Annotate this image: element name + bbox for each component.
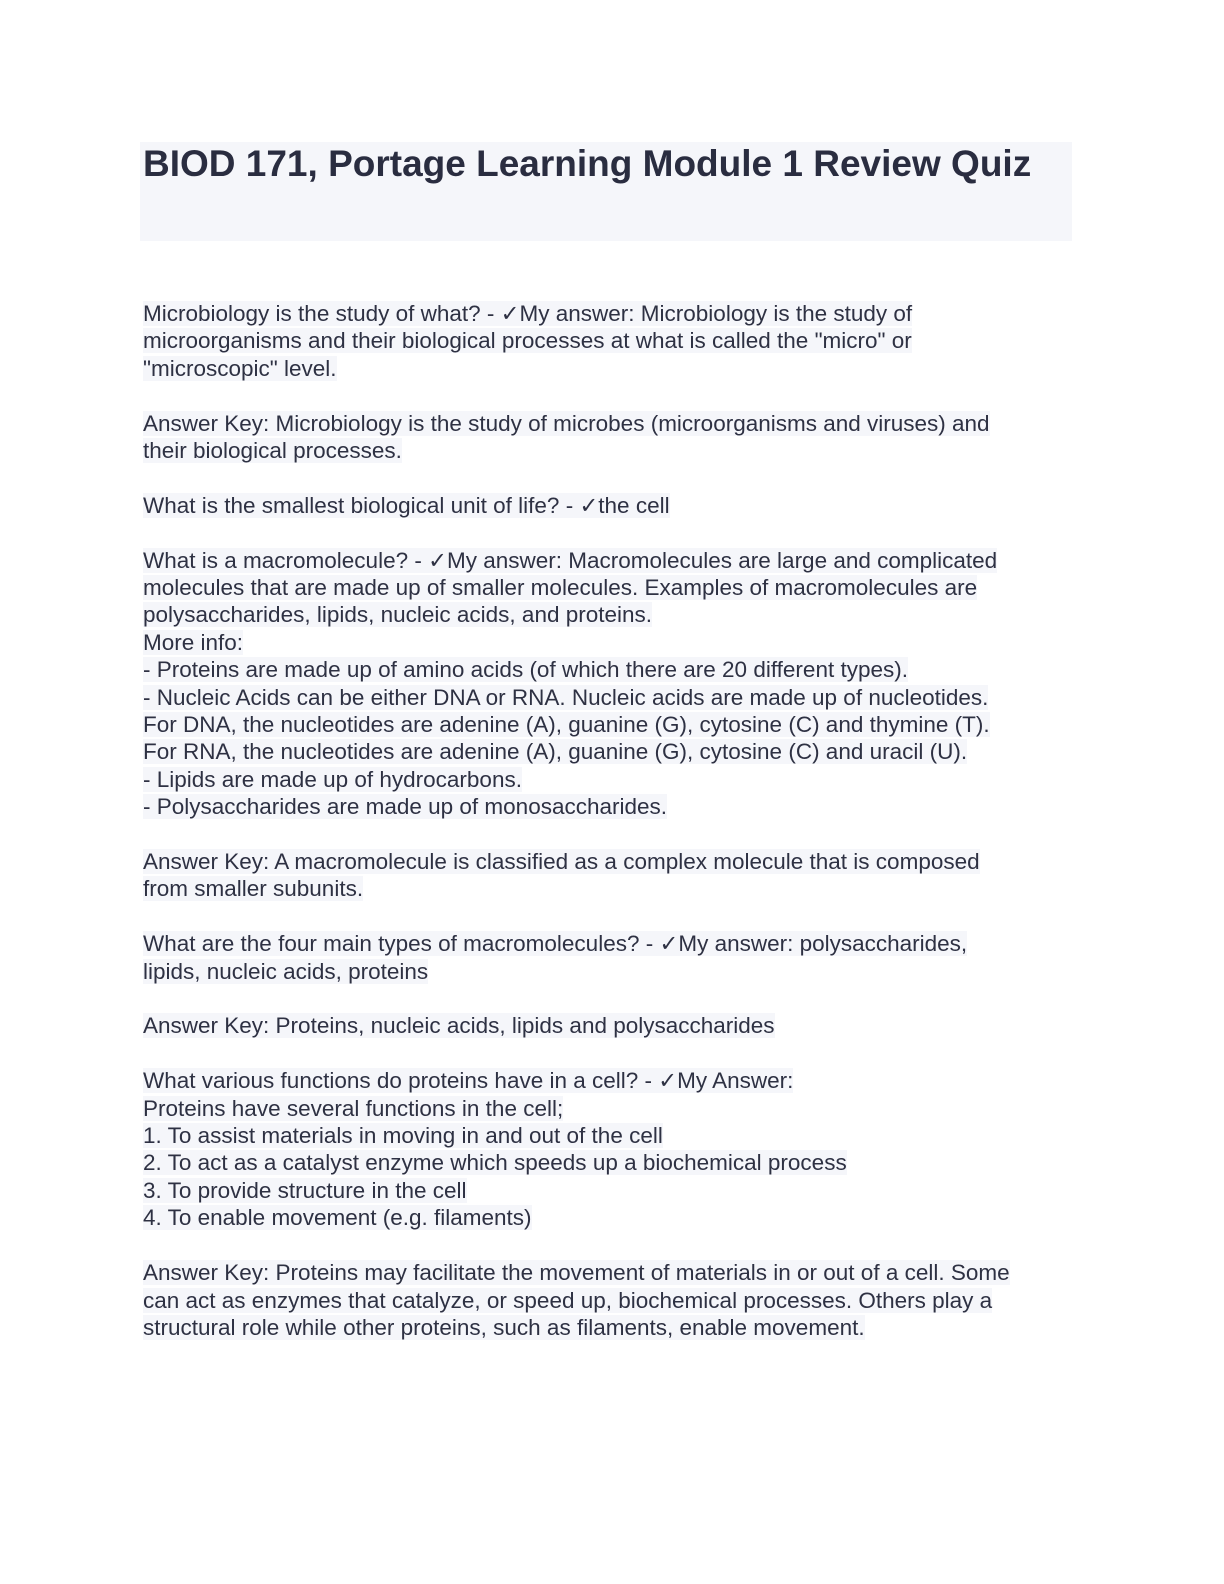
line-text: What various functions do proteins have in a cell? - ✓My Answer: (143, 1068, 794, 1094)
text-line (143, 711, 1103, 738)
text-line (143, 1095, 1103, 1122)
qa-block (143, 492, 1103, 519)
text-line (143, 629, 1103, 656)
text-line (143, 766, 1103, 793)
text-line (143, 437, 1103, 464)
text-line (143, 1314, 1103, 1341)
text-line (143, 410, 1103, 437)
text-line (143, 601, 1103, 628)
qa-block (143, 848, 1103, 903)
text-line (143, 738, 1103, 765)
line-text: molecules that are made up of smaller molecules. Examples of macromolecules are (143, 575, 978, 601)
line-text: can act as enzymes that catalyze, or speed up, biochemical processes. Others play a (143, 1287, 993, 1313)
text-line (143, 1122, 1103, 1149)
line-text: their biological processes. (143, 438, 402, 464)
text-line (143, 327, 1103, 354)
text-line (143, 875, 1103, 902)
line-text: - Lipids are made up of hydrocarbons. (143, 766, 522, 792)
line-text: 2. To act as a catalyst enzyme which speeds up a biochemical process (143, 1150, 847, 1176)
qa-block (143, 930, 1103, 985)
text-line (143, 492, 1103, 519)
qa-block (143, 1012, 1103, 1039)
text-line (143, 1204, 1103, 1231)
line-text: Answer Key: Proteins may facilitate the movement of materials in or out of a cell. Some (143, 1260, 1010, 1286)
qa-block (143, 1067, 1103, 1231)
line-text: - Proteins are made up of amino acids (of which there are 20 different types). (143, 657, 908, 683)
line-text: Answer Key: Proteins, nucleic acids, lipids and polysaccharides (143, 1013, 775, 1039)
line-text: microorganisms and their biological processes at what is called the "micro" or (143, 328, 912, 354)
title-banner (140, 142, 1072, 241)
text-line (143, 1067, 1103, 1094)
line-text: What is a macromolecule? - ✓My answer: Macromolecules are large and complicated (143, 547, 998, 573)
line-text: What is the smallest biological unit of life? - ✓the cell (143, 492, 670, 518)
line-text: polysaccharides, lipids, nucleic acids, and proteins. (143, 602, 653, 628)
line-text: "microscopic" level. (143, 355, 337, 381)
text-line (143, 300, 1103, 327)
text-line (143, 574, 1103, 601)
text-line (143, 848, 1103, 875)
text-line (143, 656, 1103, 683)
text-line (143, 958, 1103, 985)
line-text: 4. To enable movement (e.g. filaments) (143, 1205, 532, 1231)
document-title: BIOD 171, Portage Learning Module 1 Review Quiz (143, 143, 1032, 184)
line-text: For RNA, the nucleotides are adenine (A), guanine (G), cytosine (C) and uracil (U). (143, 739, 968, 765)
line-text: - Nucleic Acids can be either DNA or RNA. Nucleic acids are made up of nucleotides. (143, 684, 989, 710)
line-text: Proteins have several functions in the cell; (143, 1095, 564, 1121)
line-text: Microbiology is the study of what? - ✓My answer: Microbiology is the study of (143, 301, 913, 326)
line-text: 3. To provide structure in the cell (143, 1177, 467, 1203)
text-line (143, 793, 1103, 820)
text-line (143, 684, 1103, 711)
line-text: For DNA, the nucleotides are adenine (A), guanine (G), cytosine (C) and thymine (T). (143, 712, 990, 738)
line-text: 1. To assist materials in moving in and out of the cell (143, 1123, 663, 1149)
text-line (143, 1287, 1103, 1314)
quiz-content (143, 300, 1103, 1341)
line-text: More info: (143, 629, 244, 655)
line-text: - Polysaccharides are made up of monosaccharides. (143, 794, 668, 820)
line-text: Answer Key: Microbiology is the study of microbes (microorganisms and viruses) and (143, 410, 990, 436)
line-text: lipids, nucleic acids, proteins (143, 958, 429, 984)
qa-block (143, 410, 1103, 465)
text-line (143, 1259, 1103, 1286)
line-text: Answer Key: A macromolecule is classified as a complex molecule that is composed (143, 849, 980, 875)
text-line (143, 1177, 1103, 1204)
text-line (143, 930, 1103, 957)
text-line (143, 355, 1103, 382)
line-text: What are the four main types of macromolecules? - ✓My answer: polysaccharides, (143, 931, 968, 957)
qa-block (143, 547, 1103, 821)
line-text: structural role while other proteins, such as filaments, enable movement. (143, 1314, 865, 1340)
text-line (143, 1012, 1103, 1039)
line-text: from smaller subunits. (143, 876, 364, 902)
qa-block (143, 1259, 1103, 1341)
text-line (143, 547, 1103, 574)
text-line (143, 1149, 1103, 1176)
qa-block (143, 300, 1103, 382)
